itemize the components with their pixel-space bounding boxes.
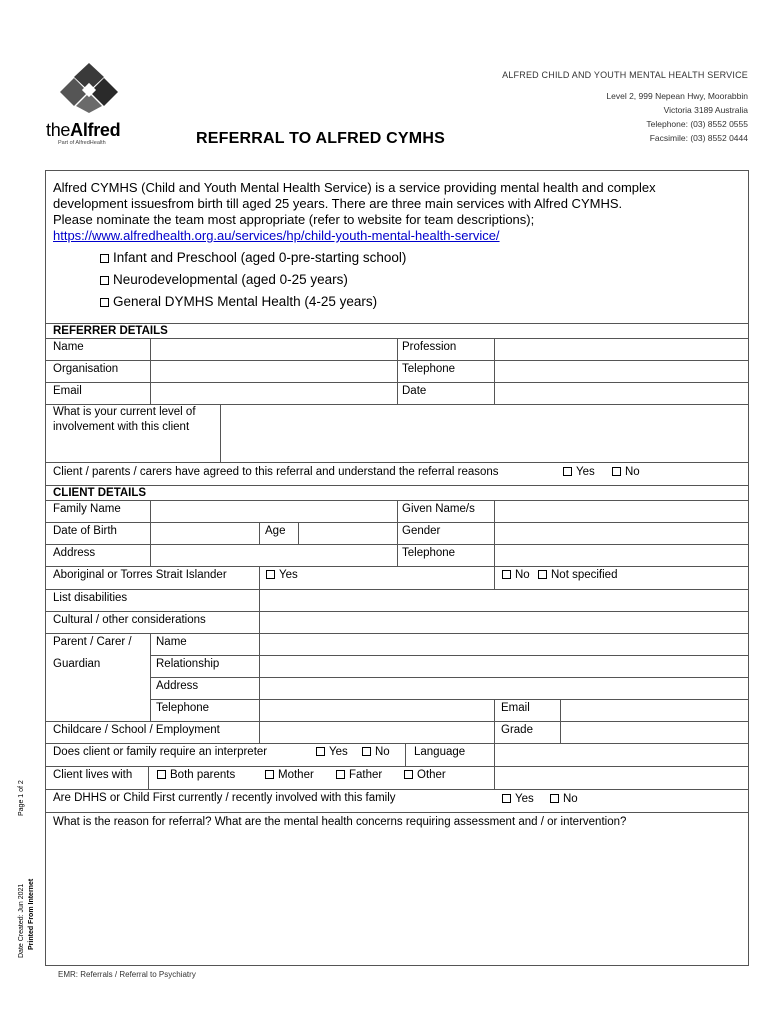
checkbox-icon[interactable]: [266, 570, 275, 579]
service-option-neuro[interactable]: [100, 272, 348, 287]
address-line1: Level 2, 999 Nepean Hwy, Moorabbin: [606, 91, 748, 101]
mother-label: Mother: [278, 769, 314, 781]
checkbox-icon[interactable]: [336, 770, 345, 779]
atsi-yes[interactable]: [266, 569, 298, 581]
referrer-name-label: Name: [53, 341, 84, 353]
facsimile-line: Facsimile: (03) 8552 0444: [649, 133, 748, 143]
interpreter-yes-label: Yes: [329, 746, 348, 758]
divider: [45, 404, 749, 405]
service-option-infant[interactable]: [100, 250, 406, 265]
divider: [494, 500, 495, 566]
checkbox-icon[interactable]: [157, 770, 166, 779]
lives-father[interactable]: [336, 769, 382, 781]
service-option-label: Neurodevelopmental (aged 0-25 years): [113, 272, 348, 287]
both-parents-label: Both parents: [170, 769, 236, 781]
cultural-label: Cultural / other considerations: [53, 614, 206, 626]
divider: [150, 655, 749, 656]
page-title: REFERRAL TO ALFRED CYMHS: [196, 130, 445, 147]
divider: [150, 699, 749, 700]
atsi-not-specified-label: Not specified: [551, 569, 618, 581]
father-label: Father: [349, 769, 383, 781]
telephone-line: Telephone: (03) 8552 0555: [646, 119, 748, 129]
referrer-organisation-label: Organisation: [53, 363, 119, 375]
divider: [150, 677, 749, 678]
atsi-yes-label: Yes: [279, 569, 298, 581]
divider: [397, 500, 398, 566]
atsi-no[interactable]: [502, 569, 530, 581]
divider: [45, 721, 749, 722]
involvement-label-line2: involvement with this client: [53, 421, 190, 433]
divider: [405, 743, 406, 766]
checkbox-icon[interactable]: [563, 467, 572, 476]
checkbox-icon[interactable]: [362, 747, 371, 756]
service-option-label: Infant and Preschool (aged 0-pre-starting school): [113, 250, 407, 265]
dhhs-yes[interactable]: [502, 793, 534, 805]
logo-the: the: [46, 120, 71, 140]
guardian-address-label: Address: [156, 680, 199, 692]
lives-with-label: Client lives with: [53, 769, 133, 781]
divider: [397, 338, 398, 404]
logo-alfred: Alfred: [70, 120, 121, 140]
divider: [220, 404, 221, 462]
divider: [45, 789, 749, 790]
checkbox-icon[interactable]: [100, 276, 109, 285]
divider: [45, 589, 749, 590]
checkbox-icon[interactable]: [502, 794, 511, 803]
divider: [494, 566, 495, 589]
checkbox-icon[interactable]: [100, 254, 109, 263]
guardian-email-label: Email: [501, 702, 530, 714]
intro-line1: Alfred CYMHS (Child and Youth Mental Health Service) is a service providing mental health and complex: [53, 180, 656, 195]
intro-line2: development issuesfrom birth till aged 25 years. There are three main services with Alfred CYMHS.: [53, 196, 623, 211]
other-label: Other: [417, 769, 446, 781]
date-created: Date Created: Jun 2021: [18, 883, 25, 958]
referrer-profession-label: Profession: [402, 341, 457, 353]
divider: [45, 743, 749, 744]
guardian-label-line1: Parent / Carer /: [53, 636, 132, 648]
grade-label: Grade: [501, 724, 533, 736]
divider: [259, 522, 260, 544]
interpreter-yes[interactable]: [316, 746, 348, 758]
divider: [45, 766, 749, 767]
logo-wordmark: [46, 120, 120, 141]
consent-yes[interactable]: [563, 466, 595, 478]
checkbox-icon[interactable]: [265, 770, 274, 779]
lives-other[interactable]: [404, 769, 446, 781]
checkbox-icon[interactable]: [612, 467, 621, 476]
checkbox-icon[interactable]: [404, 770, 413, 779]
childcare-label: Childcare / School / Employment: [53, 724, 220, 736]
interpreter-no-label: No: [375, 746, 390, 758]
guardian-telephone-label: Telephone: [156, 702, 210, 714]
dob-label: Date of Birth: [53, 525, 117, 537]
divider: [298, 522, 299, 544]
referrer-date-label: Date: [402, 385, 427, 397]
divider: [45, 485, 749, 486]
divider: [259, 566, 260, 743]
dhhs-yes-label: Yes: [515, 793, 534, 805]
footer-text: EMR: Referrals / Referral to Psychiatry: [58, 970, 196, 979]
checkbox-icon[interactable]: [316, 747, 325, 756]
atsi-label: Aboriginal or Torres Strait Islander: [53, 569, 227, 581]
client-heading: CLIENT DETAILS: [53, 487, 147, 499]
involvement-label-line1: What is your current level of: [53, 406, 196, 418]
gender-label: Gender: [402, 525, 441, 537]
divider: [150, 338, 151, 404]
dhhs-label: Are DHHS or Child First currently / recently involved with this family: [53, 792, 396, 804]
given-names-label: Given Name/s: [402, 503, 475, 515]
consent-no-label: No: [625, 466, 640, 478]
form-frame: [45, 170, 749, 966]
consent-yes-label: Yes: [576, 466, 595, 478]
lives-both-parents[interactable]: [157, 769, 235, 781]
logo-subtitle: Part of AlfredHealth: [58, 140, 106, 146]
org-address: [606, 89, 748, 145]
client-telephone-label: Telephone: [402, 547, 456, 559]
divider: [45, 611, 749, 612]
org-name: ALFRED CHILD AND YOUTH MENTAL HEALTH SERVICE: [502, 70, 748, 80]
interpreter-no[interactable]: [362, 746, 390, 758]
divider: [45, 323, 749, 324]
divider: [494, 699, 495, 743]
referrer-telephone-label: Telephone: [402, 363, 456, 375]
checkbox-icon[interactable]: [550, 794, 559, 803]
atsi-no-label: No: [515, 569, 530, 581]
checkbox-icon[interactable]: [502, 570, 511, 579]
alfred-logo-icon: [60, 63, 118, 113]
language-label: Language: [414, 746, 466, 758]
divider: [494, 743, 495, 789]
dhhs-no[interactable]: [550, 793, 578, 805]
consent-no[interactable]: [612, 466, 640, 478]
divider: [150, 633, 151, 721]
divider: [45, 812, 749, 813]
divider: [45, 566, 749, 567]
service-option-label: General DYMHS Mental Health (4-25 years): [113, 294, 378, 309]
family-name-label: Family Name: [53, 503, 121, 515]
service-option-general[interactable]: [100, 294, 377, 309]
guardian-label-line2: Guardian: [53, 658, 101, 670]
divider: [148, 766, 149, 789]
intro-text: [53, 180, 743, 244]
checkbox-icon[interactable]: [538, 570, 547, 579]
guardian-name-label: Name: [156, 636, 187, 648]
divider: [560, 699, 561, 743]
atsi-not-specified[interactable]: [538, 569, 617, 581]
divider: [150, 500, 151, 566]
checkbox-icon[interactable]: [100, 298, 109, 307]
lives-mother[interactable]: [265, 769, 314, 781]
dhhs-no-label: No: [563, 793, 578, 805]
interpreter-label: Does client or family require an interpreter: [53, 746, 268, 758]
printed-from-internet: Printed From Internet: [28, 878, 35, 950]
age-label: Age: [265, 525, 286, 537]
disabilities-label: List disabilities: [53, 592, 128, 604]
referrer-heading: REFERRER DETAILS: [53, 325, 168, 337]
consent-text: Client / parents / carers have agreed to this referral and understand the referral reasons: [53, 466, 499, 478]
reason-label: What is the reason for referral? What are the mental health concerns requiring assessment and / or intervention?: [53, 816, 627, 828]
referrer-email-label: Email: [53, 385, 82, 397]
divider: [45, 462, 749, 463]
service-link[interactable]: https://www.alfredhealth.org.au/services/hp/child-youth-mental-health-service/: [53, 228, 500, 243]
divider: [494, 338, 495, 404]
guardian-relationship-label: Relationship: [156, 658, 220, 670]
address-line2: Victoria 3189 Australia: [663, 105, 748, 115]
intro-line3: Please nominate the team most appropriate (refer to website for team descriptions);: [53, 212, 535, 227]
page-number: Page 1 of 2: [18, 780, 25, 816]
address-label: Address: [53, 547, 96, 559]
